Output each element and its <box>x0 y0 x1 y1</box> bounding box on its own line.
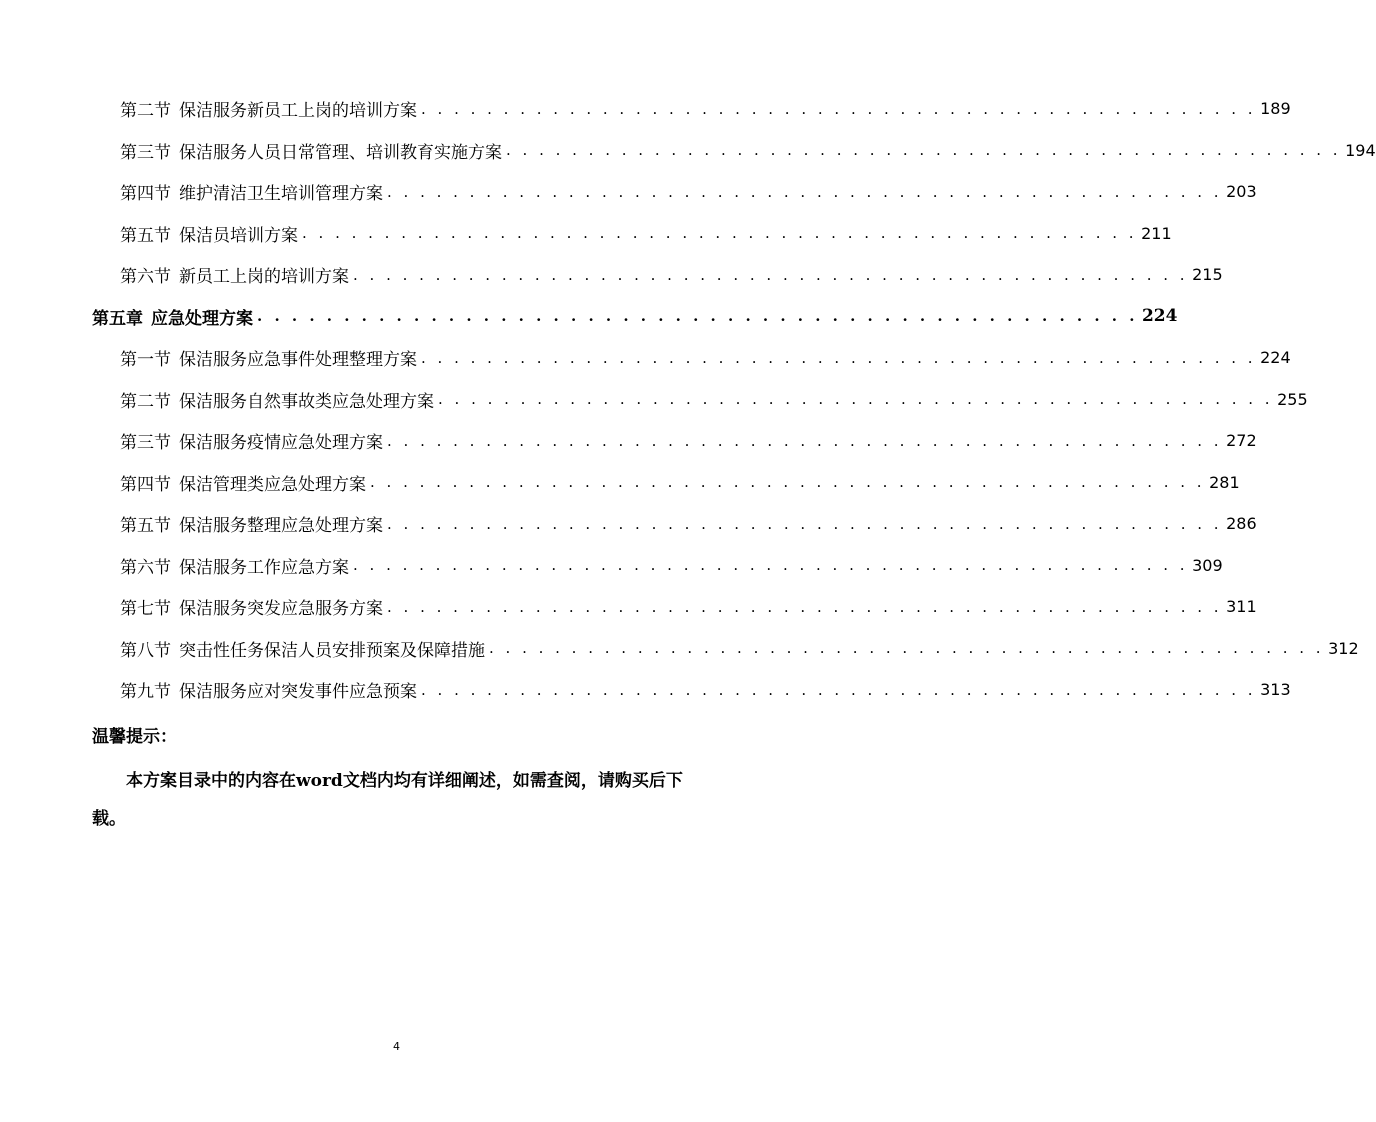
toc-entry-page: 203 <box>1226 182 1257 202</box>
toc-entry[interactable] <box>0 586 1257 628</box>
toc-entry-page: 286 <box>1226 514 1257 534</box>
toc-entry[interactable] <box>0 628 1359 670</box>
toc-entry-page: 224 <box>1141 306 1178 327</box>
toc-entry-label <box>120 96 417 121</box>
toc-entry-number: 第二节 <box>120 391 171 412</box>
toc-entry-number: 第三节 <box>120 433 171 454</box>
toc-entry[interactable] <box>0 669 1291 711</box>
toc-entry-title: 保洁服务应急事件处理整理方案 <box>179 350 417 371</box>
toc-entry-page: 272 <box>1226 431 1257 451</box>
toc-leader-dots: . . . . . . . . . . . . . . . . . . . . . . . . . . . . . . . . . . . . . . . . . . . . . . . . . . . <box>387 182 1223 201</box>
toc-leader-dots: . . . . . . . . . . . . . . . . . . . . . . . . . . . . . . . . . . . . . . . . . . . . . . . . . . . <box>370 473 1206 492</box>
toc-entry-title: 保洁员培训方案 <box>179 225 298 246</box>
toc-entry-label <box>120 138 502 163</box>
toc-leader-dots: . . . . . . . . . . . . . . . . . . . . . . . . . . . . . . . . . . . . . . . . . . . . . . . . . . . <box>489 639 1325 658</box>
toc-entry[interactable] <box>0 545 1223 587</box>
toc-entry[interactable] <box>0 420 1257 462</box>
toc-entry-number: 第六节 <box>120 557 171 578</box>
toc-entry-page: 313 <box>1260 680 1291 700</box>
toc-entry-title: 保洁服务整理应急处理方案 <box>179 516 383 537</box>
toc-entry-title: 保洁服务疫情应急处理方案 <box>179 433 383 454</box>
toc-entry-page: 211 <box>1141 223 1172 243</box>
toc-entry-number: 第五节 <box>120 225 171 246</box>
toc-entry[interactable] <box>0 213 1172 255</box>
tips-paragraph: 本方案目录中的内容在word文档内均有详细阐述，如需查阅，请购买后下载。 <box>92 771 683 829</box>
toc-entry-label <box>120 677 417 702</box>
toc-entry-label <box>120 594 383 619</box>
toc-entry-title: 保洁服务新员工上岗的培训方案 <box>179 101 417 122</box>
toc-entry[interactable] <box>0 171 1257 213</box>
toc-entry-title: 保洁服务突发应急服务方案 <box>179 599 383 620</box>
toc-chapter-entry[interactable] <box>0 296 1178 338</box>
toc-entry-title: 应急处理方案 <box>151 308 253 329</box>
toc-entry-title: 保洁服务人员日常管理、培训教育实施方案 <box>179 142 502 163</box>
toc-leader-dots: . . . . . . . . . . . . . . . . . . . . . . . . . . . . . . . . . . . . . . . . . . . . . . . . . . . <box>353 265 1189 284</box>
toc-leader-dots: . . . . . . . . . . . . . . . . . . . . . . . . . . . . . . . . . . . . . . . . . . . . . . . . . . . <box>421 348 1257 367</box>
toc-entry-number: 第二节 <box>120 101 171 122</box>
toc-entry-label <box>120 636 485 661</box>
toc-entry-page: 309 <box>1192 555 1223 575</box>
tips-heading: 温馨提示： <box>92 727 177 747</box>
toc-entry-title: 保洁管理类应急处理方案 <box>179 474 366 495</box>
toc-leader-dots: . . . . . . . . . . . . . . . . . . . . . . . . . . . . . . . . . . . . . . . . . . . . . . . . . . . <box>506 141 1342 160</box>
toc-entry-number: 第四节 <box>120 474 171 495</box>
toc-entry-page: 189 <box>1260 99 1291 119</box>
toc-entry-page: 281 <box>1209 472 1240 492</box>
toc-entry-title: 维护清洁卫生培训管理方案 <box>179 184 383 205</box>
toc-entry-number: 第四节 <box>120 184 171 205</box>
toc-entry[interactable] <box>0 337 1291 379</box>
toc-entry[interactable] <box>0 379 1308 421</box>
toc-entry-page: 312 <box>1328 638 1359 658</box>
toc-leader-dots: . . . . . . . . . . . . . . . . . . . . . . . . . . . . . . . . . . . . . . . . . . . . . . . . . . . <box>302 224 1138 243</box>
toc-entry-title: 保洁服务应对突发事件应急预案 <box>179 682 417 703</box>
toc-entry-label <box>92 304 253 329</box>
toc-entry-label <box>120 345 417 370</box>
table-of-contents <box>0 88 1376 711</box>
toc-entry-label <box>120 221 298 246</box>
toc-entry[interactable] <box>0 254 1223 296</box>
toc-entry-number: 第五节 <box>120 516 171 537</box>
toc-leader-dots: . . . . . . . . . . . . . . . . . . . . . . . . . . . . . . . . . . . . . . . . . . . . . . . . . . . <box>387 514 1223 533</box>
toc-entry-page: 255 <box>1277 389 1308 409</box>
toc-entry-title: 保洁服务工作应急方案 <box>179 557 349 578</box>
toc-entry[interactable] <box>0 130 1376 172</box>
toc-entry-number: 第八节 <box>120 640 171 661</box>
toc-entry-page: 194 <box>1345 140 1376 160</box>
toc-entry-label <box>120 470 366 495</box>
toc-leader-dots: . . . . . . . . . . . . . . . . . . . . . . . . . . . . . . . . . . . . . . . . . . . . . . . . . . . <box>387 597 1223 616</box>
toc-entry-title: 突击性任务保洁人员安排预案及保障措施 <box>179 640 485 661</box>
toc-leader-dots: . . . . . . . . . . . . . . . . . . . . . . . . . . . . . . . . . . . . . . . . . . . . . . . . . . . <box>257 307 1138 326</box>
toc-entry-number: 第三节 <box>120 142 171 163</box>
toc-entry-number: 第七节 <box>120 599 171 620</box>
toc-leader-dots: . . . . . . . . . . . . . . . . . . . . . . . . . . . . . . . . . . . . . . . . . . . . . . . . . . . <box>353 556 1189 575</box>
toc-entry-label <box>120 262 349 287</box>
toc-leader-dots: . . . . . . . . . . . . . . . . . . . . . . . . . . . . . . . . . . . . . . . . . . . . . . . . . . . <box>421 99 1257 118</box>
toc-entry-label <box>120 179 383 204</box>
toc-entry-label <box>120 553 349 578</box>
page-number: 4 <box>393 1040 400 1053</box>
toc-entry-page: 215 <box>1192 265 1223 285</box>
toc-leader-dots: . . . . . . . . . . . . . . . . . . . . . . . . . . . . . . . . . . . . . . . . . . . . . . . . . . . <box>387 431 1223 450</box>
toc-entry-label <box>120 387 434 412</box>
toc-entry-number: 第九节 <box>120 682 171 703</box>
toc-entry[interactable] <box>0 88 1291 130</box>
toc-entry-page: 224 <box>1260 348 1291 368</box>
toc-leader-dots: . . . . . . . . . . . . . . . . . . . . . . . . . . . . . . . . . . . . . . . . . . . . . . . . . . . <box>438 390 1274 409</box>
toc-entry-title: 新员工上岗的培训方案 <box>179 267 349 288</box>
toc-entry-label <box>120 428 383 453</box>
toc-entry-page: 311 <box>1226 597 1257 617</box>
toc-entry-number: 第一节 <box>120 350 171 371</box>
toc-entry-label <box>120 511 383 536</box>
toc-entry-number: 第六节 <box>120 267 171 288</box>
toc-leader-dots: . . . . . . . . . . . . . . . . . . . . . . . . . . . . . . . . . . . . . . . . . . . . . . . . . . . <box>421 680 1257 699</box>
toc-entry[interactable] <box>0 462 1240 504</box>
toc-entry-title: 保洁服务自然事故类应急处理方案 <box>179 391 434 412</box>
toc-entry-number: 第五章 <box>92 308 143 329</box>
toc-entry[interactable] <box>0 503 1257 545</box>
